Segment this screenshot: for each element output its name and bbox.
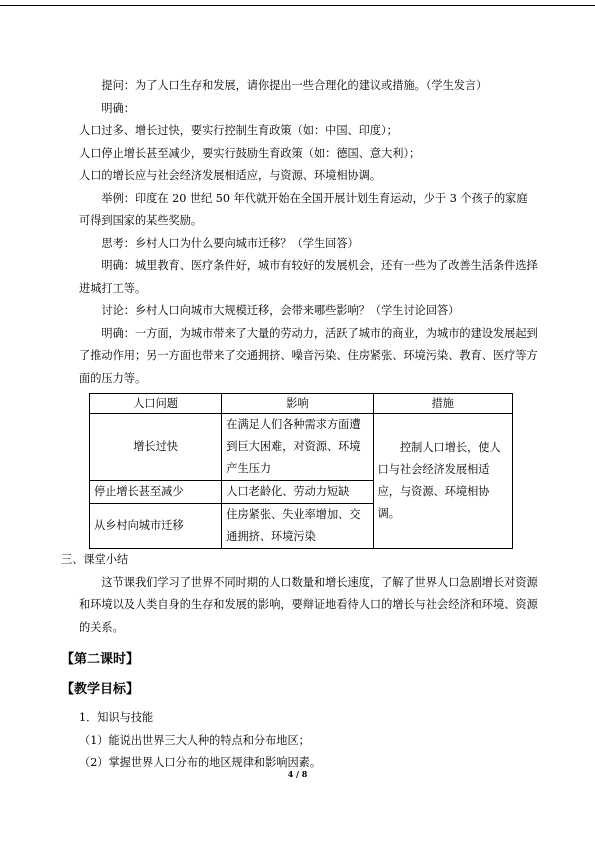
clarify-label: 明确： <box>101 101 135 115</box>
policy-line-2: 人口停止增长甚至减少，要实行鼓励生育政策（如：德国、意大利）； <box>79 146 421 160</box>
document-body <box>61 75 538 775</box>
goal-item: 1．知识与技能 <box>79 711 154 724</box>
goal-subitem: （2）掌握世界人口分布的地区规律和影响因素。 <box>79 756 322 769</box>
table-cell-problem: 停止增长甚至减少 <box>90 481 222 504</box>
summary-text: 这节课我们学习了世界不同时期的人口数量和增长速度，了解了世界人口急剧增长对资源和环境以及人类自身的生存和发展的影响，要辩证地看待人口的增长与社会经济和环境、资源的关系。 <box>79 575 538 634</box>
population-issues-table <box>89 393 513 549</box>
discussion-answer: 明确：一方面，为城市带来了大量的劳动力，活跃了城市的商业，为城市的建设发展起到了推动作用；另一方面也带来了交通拥挤、噪音污染、住房紧张、环境污染、教育、医疗等方面的压力等。 <box>79 326 538 385</box>
lesson-two-heading: 【第二课时】 <box>61 652 140 667</box>
table-header-row <box>90 394 513 414</box>
table-header: 措施 <box>373 394 512 414</box>
table-cell-measure <box>373 414 512 549</box>
table-cell-impact: 住房紧张、失业率增加、交通拥挤、环境污染 <box>222 504 373 549</box>
table-cell-impact: 人口老龄化、劳动力短缺 <box>222 481 373 504</box>
think-answer: 明确：城里教育、医疗条件好，城市有较好的发展机会，还有一些为了改善生活条件选择进城打工等。 <box>79 259 538 295</box>
table-header: 影响 <box>222 394 373 414</box>
table-cell-impact: 在满足人们各种需求方面遭到巨大困难，对资源、环境产生压力 <box>222 414 373 481</box>
goal-subitem: （1）能说出世界三大人种的特点和分布地区； <box>79 733 310 747</box>
table-row <box>90 414 513 481</box>
teaching-goals-heading: 【教学目标】 <box>61 682 140 697</box>
discussion-question: 讨论：乡村人口向城市大规模迁移，会带来哪些影响？（学生讨论回答） <box>101 304 460 317</box>
measure-text: 控制人口增长，使人口与社会经济发展相适应，与资源、环境相协调。 <box>377 441 501 520</box>
page-number: 4 / 8 <box>287 769 308 779</box>
table-header: 人口问题 <box>90 394 222 414</box>
policy-line-1: 人口过多、增长过快，要实行控制生育政策（如：中国、印度）； <box>79 124 398 137</box>
example-paragraph: 举例：印度在 20 世纪 50 年代就开始在全国开展计划生育运动，少于 3 个孩子的家庭可得到国家的某些奖励。 <box>79 191 528 227</box>
table-cell-problem: 增长过快 <box>90 414 222 481</box>
think-question: 思考：乡村人口为什么要向城市迁移？（学生回答） <box>101 236 359 250</box>
policy-line-3: 人口的增长应与社会经济发展相适应，与资源、环境相协调。 <box>79 169 382 182</box>
question-paragraph: 提问：为了人口生存和发展，请你提出一些合理化的建议或措施。（学生发言） <box>101 79 488 92</box>
summary-heading: 三、课堂小结 <box>61 553 129 566</box>
header-rule <box>0 5 595 6</box>
table-cell-problem: 从乡村向城市迁移 <box>90 504 222 549</box>
